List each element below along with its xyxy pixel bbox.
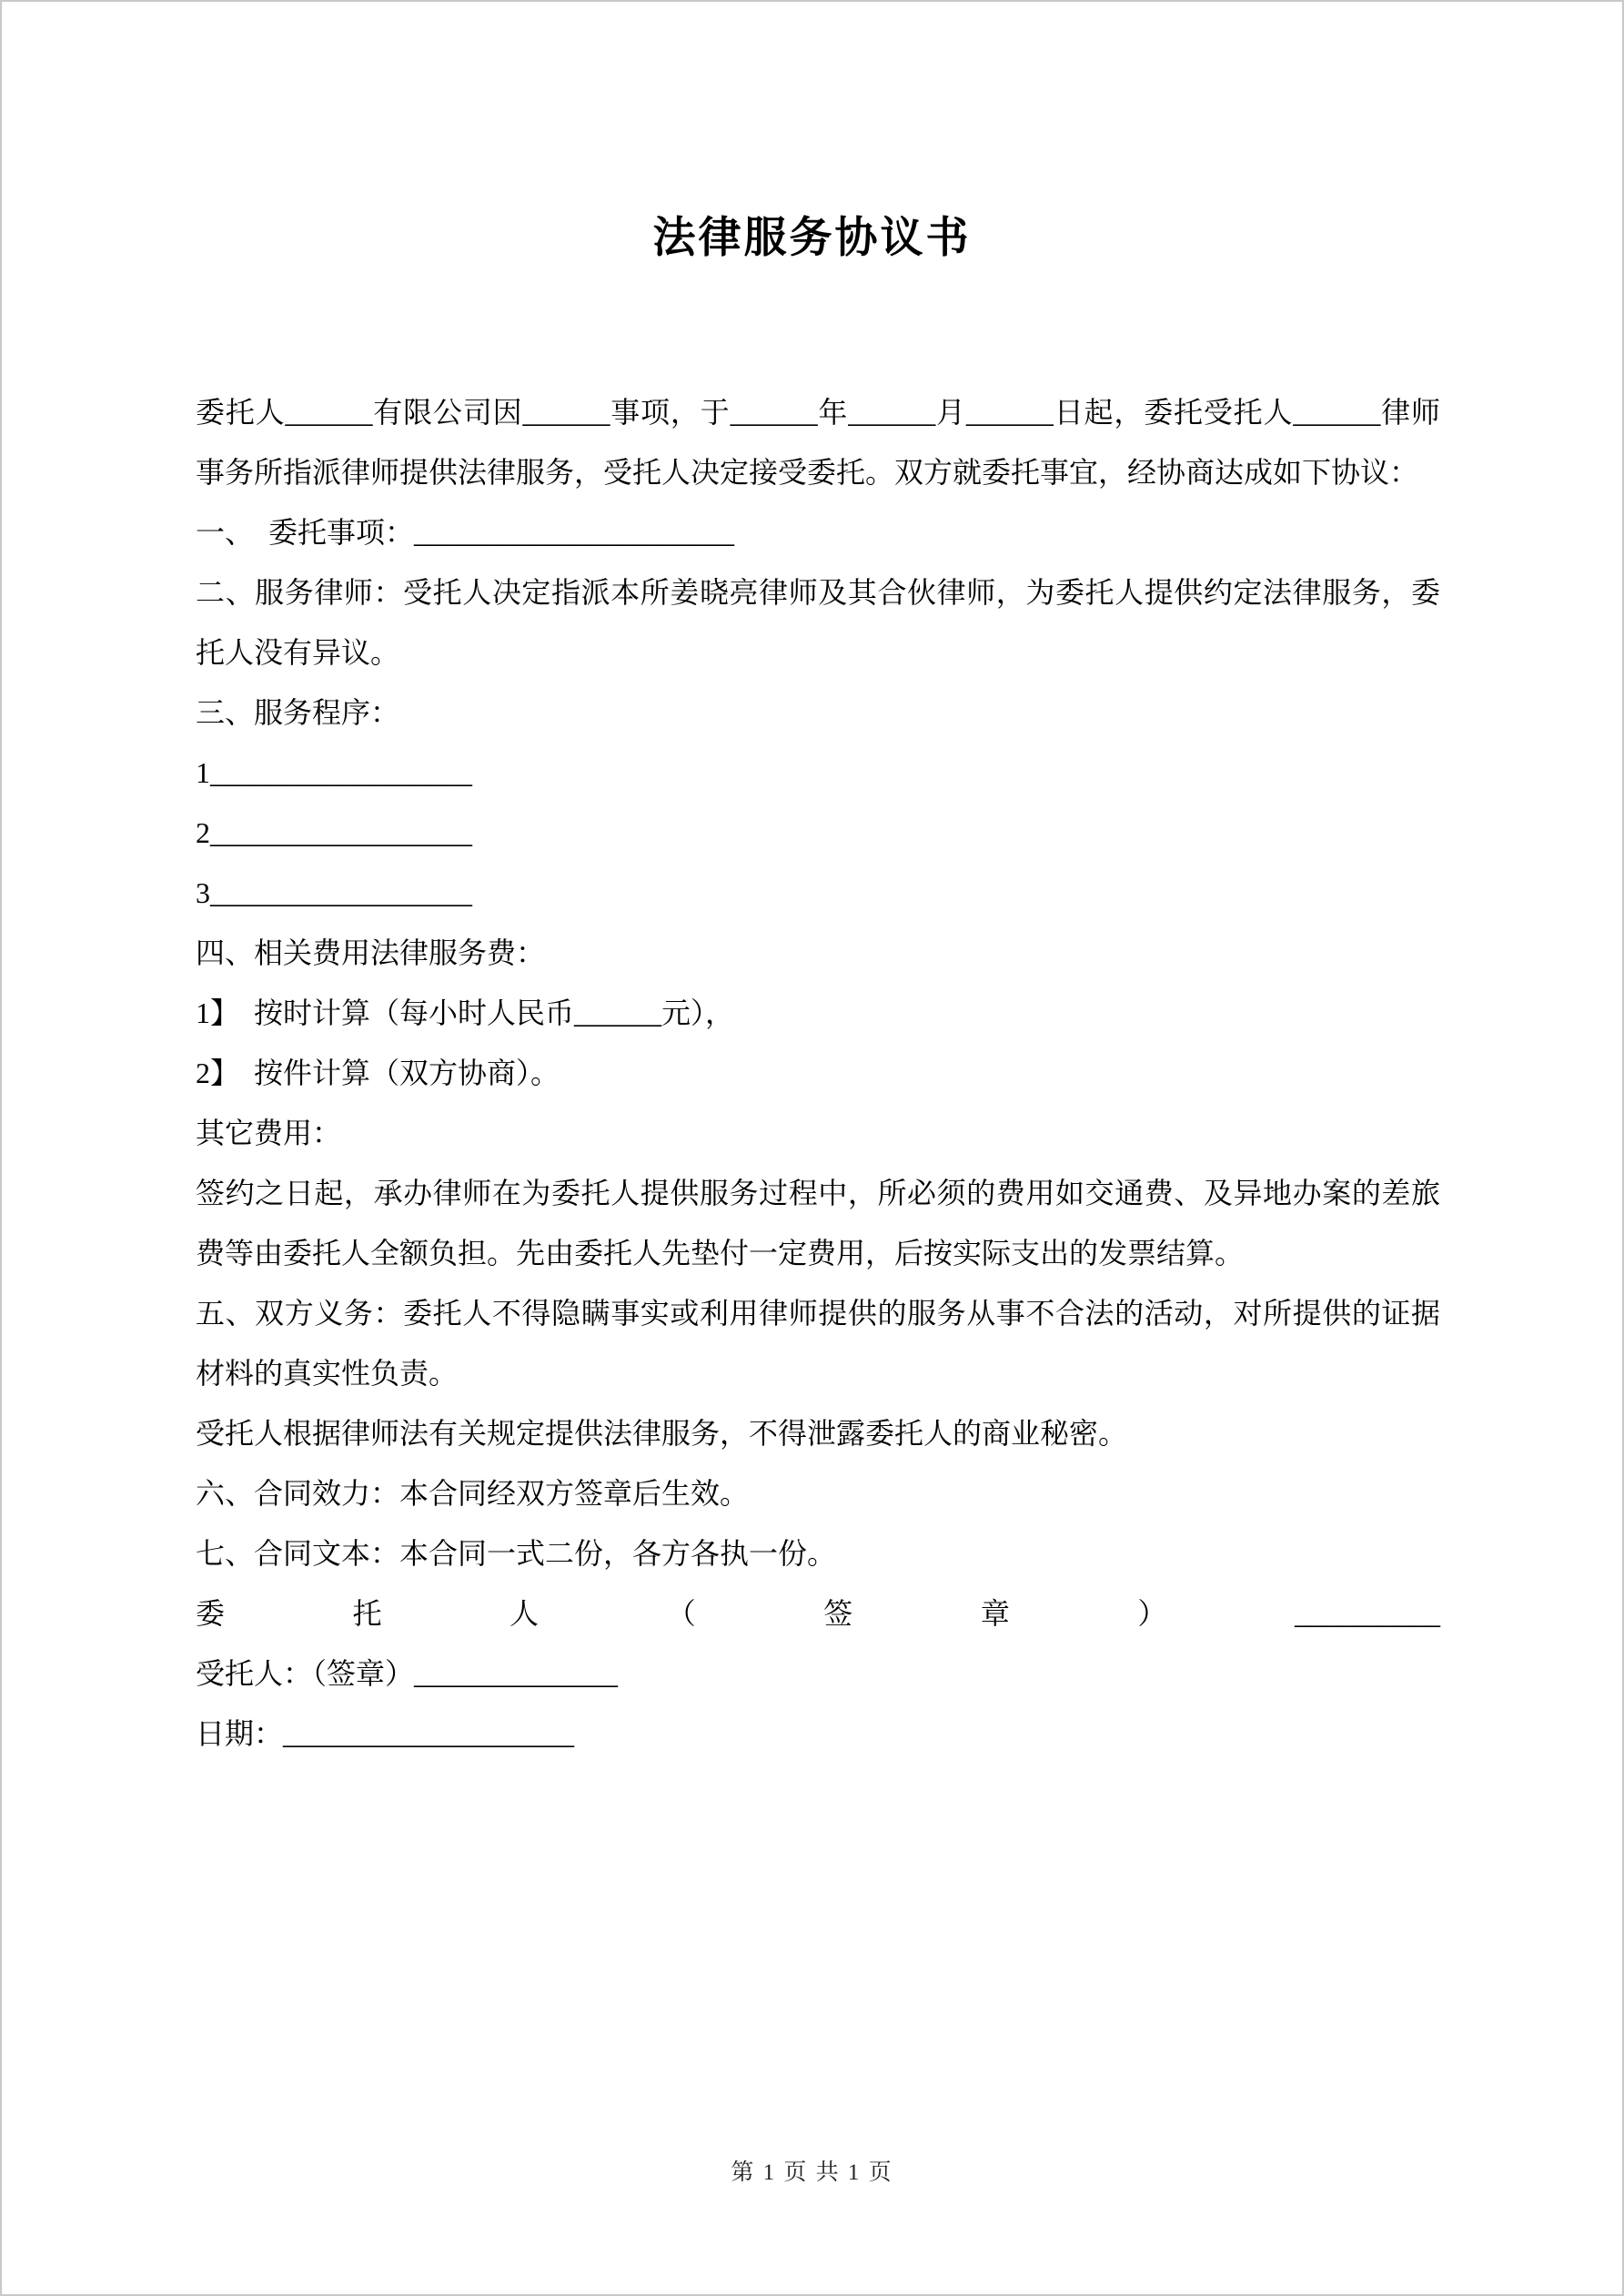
fee-option-per-case: 2】 按件计算（双方协商）。: [196, 1057, 560, 1089]
clause-5-trustee-obligation: 受托人根据律师法有关规定提供法律服务，不得泄露委托人的商业秘密。: [196, 1417, 1128, 1450]
other-fees-label: 其它费用：: [196, 1117, 342, 1149]
sign-char: 签: [823, 1597, 853, 1630]
procedure-blank-line-2: 2__________________: [196, 816, 472, 849]
clause-4-fees: 四、相关费用法律服务费：: [196, 936, 546, 969]
fee-option-hourly: 1】 按时计算（每小时人民币______元），: [196, 996, 735, 1029]
clause-3-service-procedure: 三、服务程序：: [196, 696, 400, 729]
sign-char: 托: [352, 1597, 382, 1630]
sign-char: 章: [980, 1597, 1010, 1630]
clause-1-entrusted-matters: 一、 委托事项：______________________: [196, 516, 735, 549]
trustee-signature-line: 受托人：（签章）______________: [196, 1657, 619, 1690]
sign-char: ）: [1137, 1597, 1167, 1630]
client-signature-line: [196, 1583, 1440, 1644]
document-title: 法律服务协议书: [652, 215, 972, 262]
page-footer: 第 1 页 共 1 页: [731, 2160, 893, 2185]
sign-char: 委: [196, 1597, 226, 1630]
clause-6-effectiveness: 六、合同效力：本合同经双方签章后生效。: [196, 1477, 750, 1510]
procedure-blank-line-1: 1__________________: [196, 756, 472, 789]
clause-2-service-lawyer: 二、服务律师：受托人决定指派本所姜晓亮律师及其合伙律师，为委托人提供约定法律服务，委托人没有异议。: [196, 576, 1440, 669]
client-signature-blank: __________: [1294, 1597, 1440, 1630]
clause-7-copies: 七、合同文本：本合同一式二份，各方各执一份。: [196, 1537, 837, 1570]
sign-char: 人: [509, 1597, 540, 1630]
document-body: [196, 382, 1440, 1764]
other-fees-paragraph: 签约之日起，承办律师在为委托人提供服务过程中，所必须的费用如交通费、及异地办案的差旅费等由委托人全额负担。先由委托人先垫付一定费用，后按实际支出的发票结算。: [196, 1177, 1440, 1269]
procedure-blank-line-3: 3__________________: [196, 876, 472, 909]
date-line: 日期：____________________: [196, 1717, 575, 1750]
paragraph-intro: 委托人______有限公司因______事项，于______年______月______日起，委托受托人______律师事务所指派律师提供法律服务，受托人决定接受委托。双方就委托事宜，经协商达成如下协议：: [196, 396, 1440, 489]
sign-char: （: [666, 1597, 696, 1630]
clause-5-obligations: 五、双方义务：委托人不得隐瞒事实或利用律师提供的服务从事不合法的活动，对所提供的证据材料的真实性负责。: [196, 1297, 1440, 1390]
